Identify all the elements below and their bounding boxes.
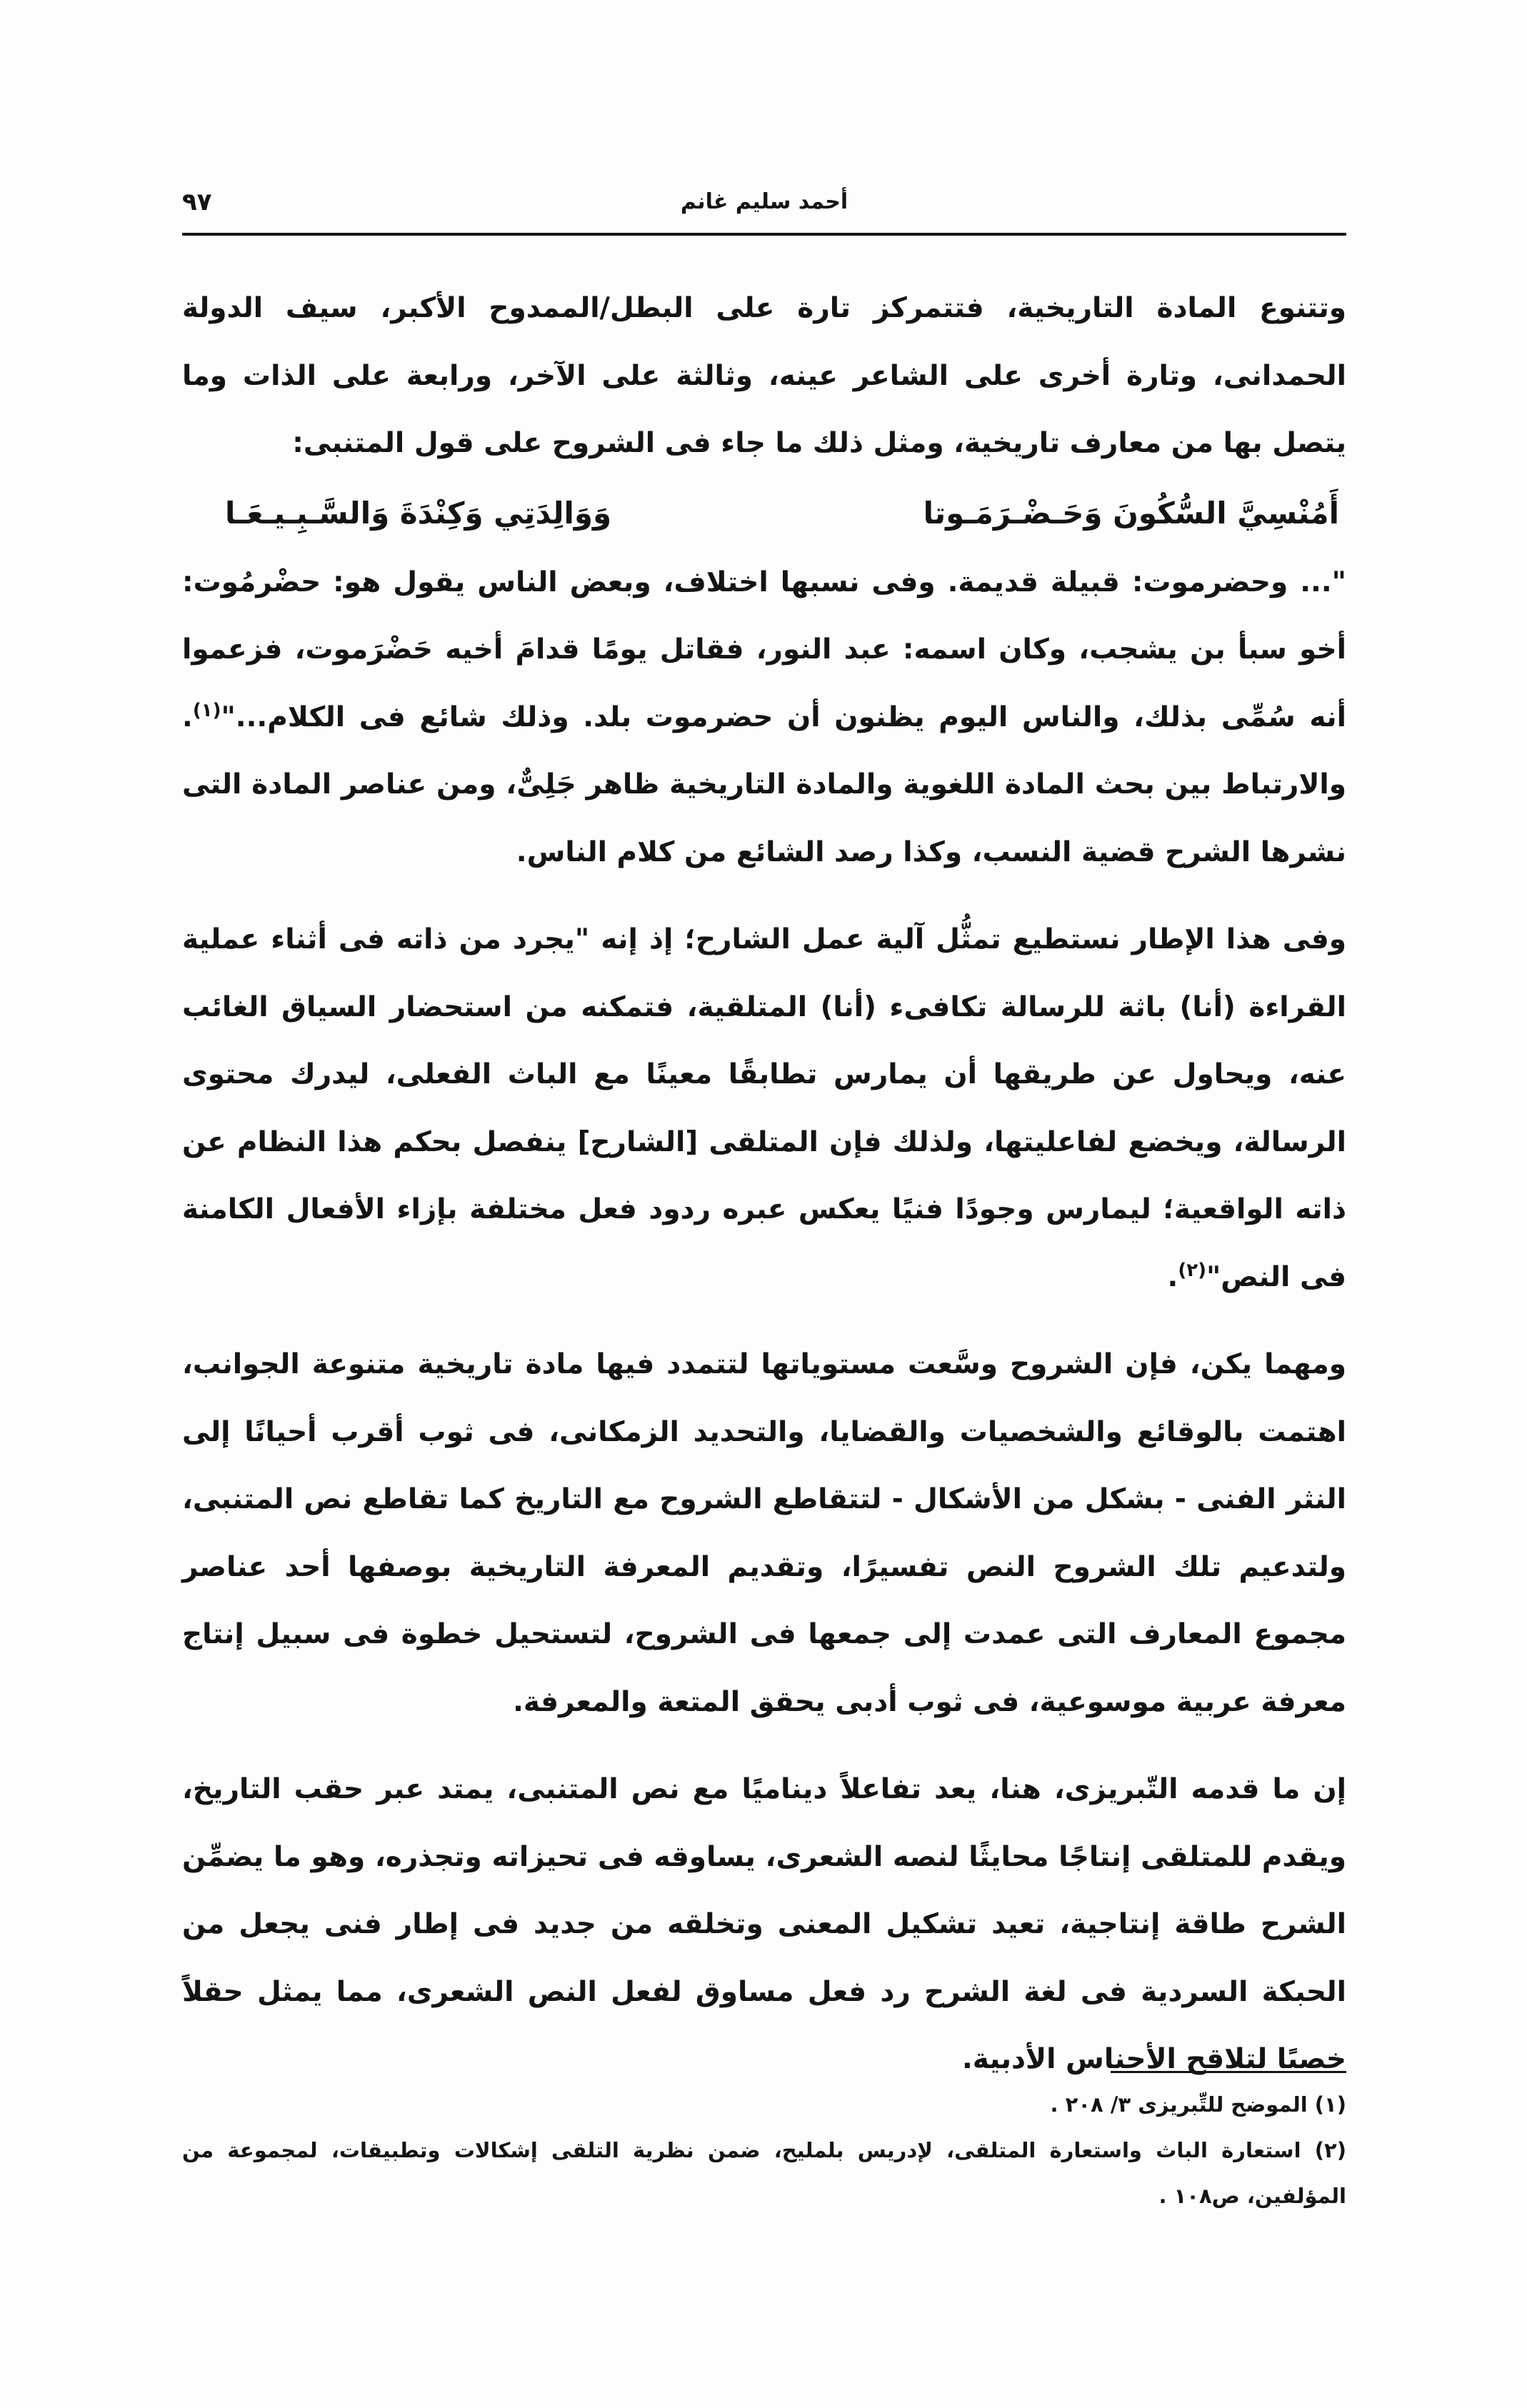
paragraph-3-text: وفى هذا الإطار نستطيع تمثُّل آلية عمل الشارح؛ إذ إنه "يجرد من ذاته فى أثناء عملية القراءة (أنا) باثة للرسالة تكافىء (أنا) المتلقية، فتمكنه من استحضار السياق الغائب عنه، ويحاول عن طريقها أن يمارس تطابقًا معينًا مع الباث الفعلى، ليدرك محتوى الرسالة، ويخضع لفاعليتها، ولذلك فإن المتلقى [الشارح] ينفصل بحكم هذا النظام عن ذاته الواقعية؛ ليمارس وجودًا فنيًا يعكس عبره ردود فعل مختلفة بإزاء الأفعال الكامنة فى النص": [182, 923, 1346, 1293]
paragraph-4: ومهما يكن، فإن الشروح وسَّعت مستوياتها لتتمدد فيها مادة تاريخية متنوعة الجوانب، اهتمت بالوقائع والشخصيات والقضايا، والتحديد الزمكانى، فى ثوب أقرب أحيانًا إلى النثر الفنى - بشكل من الأشكال - لتتقاطع الشروح مع التاريخ كما تقاطع نص المتنبى، ولتدعيم تلك الشروح النص تفسيرًا، وتقديم المعرفة التاريخية بوصفها أحد عناصر مجموع المعارف التى عمدت إلى جمعها فى الشروح، لتستحيل خطوة فى سبيل إنتاج معرفة عربية موسوعية، فى ثوب أدبى يحقق المتعة والمعرفة.: [182, 1348, 1346, 1718]
paragraph-2-continuation: . والارتباط بين بحث المادة اللغوية والمادة التاريخية ظاهر جَلِىٌّ، ومن عناصر المادة التى نشرها الشرح قضية النسب، وكذا رصد الشائع من كلام الناس.: [182, 701, 1346, 868]
body-text: [182, 275, 1346, 2094]
poetry-verse: [182, 478, 1346, 549]
verse-first-hemistich: أَمُنْسِيَّ السُّكُونَ وَحَـضْـرَمَـوتا: [923, 495, 1339, 531]
footnote-2: (٢) استعارة الباث واستعارة المتلقى، لإدريس بلمليح، ضمن نظرية التلقى إشكالات وتطبيقات، لمجموعة من المؤلفين، ص١٠٨ .: [182, 2138, 1346, 2208]
footnotes: [182, 2082, 1346, 2219]
paragraph-3: [182, 906, 1346, 1311]
quotation-text: "... وحضرموت: قبيلة قديمة. وفى نسبها اختلاف، وبعض الناس يقول هو: حضْرمُوت: أخو سبأ بن يشجب، وكان اسمه: عبد النور، فقاتل يومًا قدامَ أخيه حَضْرَموت، فزعموا أنه سُمِّى بذلك، والناس اليوم يظنون أن حضرموت بلد. وذلك شائع فى الكلام...": [182, 566, 1346, 733]
footnote-ref-2[interactable]: (٢): [1178, 1259, 1206, 1281]
paragraph-2: [182, 549, 1346, 887]
footnote-divider: [1111, 2071, 1346, 2073]
running-header: [182, 175, 1346, 225]
paragraph-1: وتتنوع المادة التاريخية، فتتمركز تارة على البطل/الممدوح الأكبر، سيف الدولة الحمدانى، وتارة أخرى على الشاعر عينه، وثالثة على الآخر، ورابعة على الذات وما يتصل بها من معارف تاريخية، ومثل ذلك ما جاء فى الشروح على قول المتنبى:: [182, 292, 1346, 459]
footnote-1: (١) الموضح للتِّبريزى ٣/ ٢٠٨ .: [1050, 2092, 1346, 2117]
author-name: أحمد سليم غانم: [680, 189, 848, 214]
page-number: ٩٧: [182, 188, 212, 216]
paragraph-3-end: .: [1167, 1260, 1178, 1293]
paragraph-5: إن ما قدمه التّبريزى، هنا، يعد تفاعلاً ديناميًا مع نص المتنبى، يمتد عبر حقب التاريخ، ويقدم للمتلقى إنتاجًا محايثًا لنصه الشعرى، يساوقه فى تحيزاته وتجذره، وهو ما يضمِّن الشرح طاقة إنتاجية، تعيد تشكيل المعنى وتخلقه من جديد فى إطار فنى يجعل من الحبكة السردية فى لغة الشرح رد فعل مساوق لفعل النص الشعرى، مما يمثل حقلاً خصبًا لتلاقح الأجناس الأدبية.: [182, 1773, 1346, 2075]
footnote-ref-1[interactable]: (١): [192, 699, 221, 721]
verse-second-hemistich: وَوَالِدَتِي وَكِنْدَةَ وَالسَّـبِـيـعَـا: [225, 495, 612, 531]
header-divider: [182, 233, 1346, 236]
